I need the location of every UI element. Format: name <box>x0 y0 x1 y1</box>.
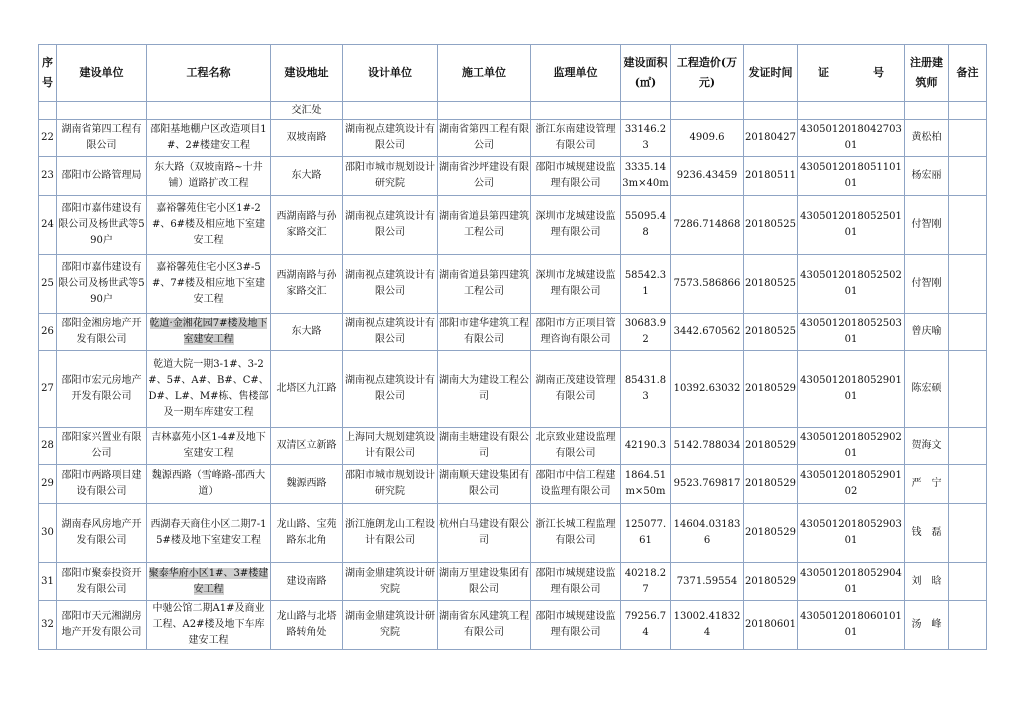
cell-project <box>147 563 271 601</box>
cell-designer: 湖南金鼎建筑设计研究院 <box>343 563 438 601</box>
table-row <box>39 314 987 351</box>
cell-project <box>147 314 271 351</box>
cell-designer: 湖南视点建筑设计有限公司 <box>343 351 438 428</box>
cell-date: 20180525 <box>744 255 798 314</box>
table-row <box>39 563 987 601</box>
partial-cell <box>39 102 57 120</box>
partial-cell <box>57 102 147 120</box>
cell-owner: 邵阳市公路管理局 <box>57 157 147 196</box>
cell-note <box>949 465 987 504</box>
partial-cell <box>531 102 621 120</box>
cell-designer: 湖南视点建筑设计有限公司 <box>343 120 438 157</box>
cell-project: 乾道大院一期3-1#、3-2#、5#、A#、B#、C#、D#、L#、M#栋、售楼部及一期车库建安工程 <box>147 351 271 428</box>
cell-architect: 付智刚 <box>905 196 949 255</box>
cell-project: 魏源西路（雪峰路-邵西大道） <box>147 465 271 504</box>
cell-cert: 430501201805110101 <box>798 157 905 196</box>
cell-note <box>949 157 987 196</box>
cell-cost: 5142.788034 <box>671 428 744 465</box>
cell-owner: 邵阳市聚泰投资开发有限公司 <box>57 563 147 601</box>
cell-cert: 430501201805290201 <box>798 428 905 465</box>
cell-note <box>949 314 987 351</box>
cell-designer: 浙江施朗龙山工程设计有限公司 <box>343 504 438 563</box>
cell-project: 邵阳基地棚户区改造项目1#、2#楼建安工程 <box>147 120 271 157</box>
header-col-note: 备注 <box>949 45 987 102</box>
cell-area: 125077.61 <box>621 504 671 563</box>
cell-address: 龙山路、宝苑路东北角 <box>271 504 343 563</box>
table-row <box>39 351 987 428</box>
cell-project: 东大路（双坡南路~十井铺）道路扩改工程 <box>147 157 271 196</box>
cell-area: 79256.74 <box>621 601 671 650</box>
cell-date: 20180525 <box>744 196 798 255</box>
partial-row <box>39 102 987 120</box>
cell-architect: 严 宁 <box>905 465 949 504</box>
cell-cert: 430501201805250301 <box>798 314 905 351</box>
cell-supervisor: 浙江长城工程监理有限公司 <box>531 504 621 563</box>
header-col-cert: 证 号 <box>798 45 905 102</box>
cell-no: 27 <box>39 351 57 428</box>
table-row <box>39 157 987 196</box>
table-row <box>39 255 987 314</box>
cell-area: 30683.92 <box>621 314 671 351</box>
cell-note <box>949 196 987 255</box>
cell-no: 32 <box>39 601 57 650</box>
partial-cell <box>343 102 438 120</box>
cell-area: 42190.3 <box>621 428 671 465</box>
partial-cell <box>798 102 905 120</box>
table-row <box>39 120 987 157</box>
cell-cert: 430501201805290401 <box>798 563 905 601</box>
cell-cost: 7371.59554 <box>671 563 744 601</box>
cell-builder: 湖南省道县第四建筑工程公司 <box>438 196 531 255</box>
cell-area: 58542.31 <box>621 255 671 314</box>
cell-note <box>949 563 987 601</box>
cell-cost: 4909.6 <box>671 120 744 157</box>
cell-supervisor: 深圳市龙城建设监理有限公司 <box>531 255 621 314</box>
cell-address: 双坡南路 <box>271 120 343 157</box>
cell-designer: 湖南视点建筑设计有限公司 <box>343 196 438 255</box>
cell-designer: 湖南视点建筑设计有限公司 <box>343 255 438 314</box>
cell-address: 双清区立新路 <box>271 428 343 465</box>
header-col-designer: 设计单位 <box>343 45 438 102</box>
cell-owner: 湖南省第四工程有限公司 <box>57 120 147 157</box>
cell-supervisor: 湖南正茂建设管理有限公司 <box>531 351 621 428</box>
cell-date: 20180601 <box>744 601 798 650</box>
cell-builder: 湖南省沙坪建设有限公司 <box>438 157 531 196</box>
cell-project: 嘉裕馨苑住宅小区1#-2#、6#楼及相应地下室建安工程 <box>147 196 271 255</box>
cell-cost: 9523.769817 <box>671 465 744 504</box>
cell-no: 30 <box>39 504 57 563</box>
cell-address: 西湖南路与孙家路交汇 <box>271 255 343 314</box>
cell-owner: 邵阳市嘉伟建设有限公司及杨世武等590户 <box>57 255 147 314</box>
cell-owner: 邵阳家兴置业有限公司 <box>57 428 147 465</box>
cell-architect: 付智刚 <box>905 255 949 314</box>
cell-project: 西湖春天商住小区二期7-15#楼及地下室建安工程 <box>147 504 271 563</box>
table-row <box>39 465 987 504</box>
partial-cell <box>438 102 531 120</box>
cell-cert: 430501201804270301 <box>798 120 905 157</box>
header-col-architect: 注册建筑师 <box>905 45 949 102</box>
cell-cost: 7573.586866 <box>671 255 744 314</box>
cell-project: 嘉裕馨苑住宅小区3#-5#、7#楼及相应地下室建安工程 <box>147 255 271 314</box>
cell-designer: 湖南金鼎建筑设计研究院 <box>343 601 438 650</box>
cell-no: 23 <box>39 157 57 196</box>
partial-cell <box>621 102 671 120</box>
cell-builder: 湖南大为建设工程公司 <box>438 351 531 428</box>
cell-cost: 7286.714868 <box>671 196 744 255</box>
cell-cost: 10392.63032 <box>671 351 744 428</box>
cell-designer: 湖南视点建筑设计有限公司 <box>343 314 438 351</box>
cell-cert: 430501201805290301 <box>798 504 905 563</box>
cell-area: 40218.27 <box>621 563 671 601</box>
header-col-supervisor: 监理单位 <box>531 45 621 102</box>
cell-date: 20180529 <box>744 563 798 601</box>
permit-table <box>38 44 987 650</box>
cell-cert: 430501201805250201 <box>798 255 905 314</box>
highlighted-text: 聚泰华府小区1#、3#楼建安工程 <box>148 567 269 595</box>
cell-note <box>949 428 987 465</box>
cell-architect: 汤 峰 <box>905 601 949 650</box>
cell-builder: 杭州白马建设有限公司 <box>438 504 531 563</box>
cell-address: 西湖南路与孙家路交汇 <box>271 196 343 255</box>
cell-architect: 刘 晗 <box>905 563 949 601</box>
cell-architect: 黄松柏 <box>905 120 949 157</box>
partial-cell <box>744 102 798 120</box>
cell-note <box>949 255 987 314</box>
cell-owner: 邵阳市天元湘湖房地产开发有限公司 <box>57 601 147 650</box>
cell-designer: 上海同大规划建筑设计有限公司 <box>343 428 438 465</box>
cell-address: 建设南路 <box>271 563 343 601</box>
cell-designer: 邵阳市城市规划设计研究院 <box>343 465 438 504</box>
header-col-builder: 施工单位 <box>438 45 531 102</box>
cell-cost: 14604.031836 <box>671 504 744 563</box>
cell-builder: 湖南圭塘建设有限公司 <box>438 428 531 465</box>
cell-cert: 430501201805290102 <box>798 465 905 504</box>
cell-no: 24 <box>39 196 57 255</box>
cell-owner: 邵阳金湘房地产开发有限公司 <box>57 314 147 351</box>
cell-builder: 湖南省道县第四建筑工程公司 <box>438 255 531 314</box>
cell-address: 龙山路与北塔路转角处 <box>271 601 343 650</box>
cell-cert: 430501201806010101 <box>798 601 905 650</box>
cell-date: 20180529 <box>744 428 798 465</box>
header-col-date: 发证时间 <box>744 45 798 102</box>
cell-architect: 陈宏硕 <box>905 351 949 428</box>
cell-builder: 邵阳市建华建筑工程有限公司 <box>438 314 531 351</box>
cell-area: 85431.83 <box>621 351 671 428</box>
cell-architect: 杨宏丽 <box>905 157 949 196</box>
cell-supervisor: 北京致业建设监理有限公司 <box>531 428 621 465</box>
cell-area: 1864.51m×50m <box>621 465 671 504</box>
header-col-project: 工程名称 <box>147 45 271 102</box>
cell-project: 吉林嘉苑小区1-4#及地下室建安工程 <box>147 428 271 465</box>
cell-address: 东大路 <box>271 157 343 196</box>
cell-supervisor: 邵阳市城规建设监理有限公司 <box>531 157 621 196</box>
cell-area: 3335.143m×40m <box>621 157 671 196</box>
cell-cost: 3442.670562 <box>671 314 744 351</box>
cell-architect: 贺海文 <box>905 428 949 465</box>
cell-project: 中驰公馆二期A1#及商业工程、A2#楼及地下车库建安工程 <box>147 601 271 650</box>
cell-builder: 湖南省东风建筑工程有限公司 <box>438 601 531 650</box>
header-col-owner: 建设单位 <box>57 45 147 102</box>
header-col-area: 建设面积(㎡) <box>621 45 671 102</box>
cell-note <box>949 120 987 157</box>
cell-no: 26 <box>39 314 57 351</box>
cell-date: 20180427 <box>744 120 798 157</box>
cell-supervisor: 邵阳市方正项目管理咨询有限公司 <box>531 314 621 351</box>
partial-cell <box>905 102 949 120</box>
cell-note <box>949 504 987 563</box>
table-row <box>39 601 987 650</box>
cell-supervisor: 深圳市龙城建设监理有限公司 <box>531 196 621 255</box>
table-row <box>39 196 987 255</box>
cell-builder: 湖南省第四工程有限公司 <box>438 120 531 157</box>
cell-date: 20180529 <box>744 504 798 563</box>
cell-no: 22 <box>39 120 57 157</box>
cell-cost: 9236.43459 <box>671 157 744 196</box>
cell-no: 29 <box>39 465 57 504</box>
header-col-cost: 工程造价(万元) <box>671 45 744 102</box>
cell-owner: 湖南春风房地产开发有限公司 <box>57 504 147 563</box>
table-row <box>39 504 987 563</box>
cell-designer: 邵阳市城市规划设计研究院 <box>343 157 438 196</box>
cell-area: 55095.48 <box>621 196 671 255</box>
cell-date: 20180529 <box>744 351 798 428</box>
cell-cost: 13002.418324 <box>671 601 744 650</box>
header-row <box>39 45 987 102</box>
cell-architect: 钱 磊 <box>905 504 949 563</box>
cell-supervisor: 浙江东南建设管理有限公司 <box>531 120 621 157</box>
cell-date: 20180525 <box>744 314 798 351</box>
partial-cell <box>147 102 271 120</box>
cell-supervisor: 邵阳市城规建设监理有限公司 <box>531 563 621 601</box>
cell-no: 31 <box>39 563 57 601</box>
cell-cert: 430501201805290101 <box>798 351 905 428</box>
cell-date: 20180529 <box>744 465 798 504</box>
cell-cert: 430501201805250101 <box>798 196 905 255</box>
cell-architect: 曾庆喻 <box>905 314 949 351</box>
cell-builder: 湖南万里建设集团有限公司 <box>438 563 531 601</box>
cell-note <box>949 601 987 650</box>
cell-owner: 邵阳市宏元房地产开发有限公司 <box>57 351 147 428</box>
cell-address: 北塔区九江路 <box>271 351 343 428</box>
header-col-address: 建设地址 <box>271 45 343 102</box>
partial-cell <box>949 102 987 120</box>
partial-cell: 交汇处 <box>271 102 343 120</box>
cell-note <box>949 351 987 428</box>
table-row <box>39 428 987 465</box>
cell-owner: 邵阳市两路项目建设有限公司 <box>57 465 147 504</box>
cell-supervisor: 邵阳市城规建设监理有限公司 <box>531 601 621 650</box>
cell-address: 东大路 <box>271 314 343 351</box>
cell-area: 33146.23 <box>621 120 671 157</box>
cell-owner: 邵阳市嘉伟建设有限公司及杨世武等590户 <box>57 196 147 255</box>
cell-no: 25 <box>39 255 57 314</box>
cell-date: 20180511 <box>744 157 798 196</box>
cell-no: 28 <box>39 428 57 465</box>
partial-cell <box>671 102 744 120</box>
highlighted-text: 乾道·金湘花园7#楼及地下室建安工程 <box>149 318 268 345</box>
header-col-no: 序号 <box>39 45 57 102</box>
cell-supervisor: 邵阳市中信工程建设监理有限公司 <box>531 465 621 504</box>
cell-address: 魏源西路 <box>271 465 343 504</box>
cell-builder: 湖南顺天建设集团有限公司 <box>438 465 531 504</box>
